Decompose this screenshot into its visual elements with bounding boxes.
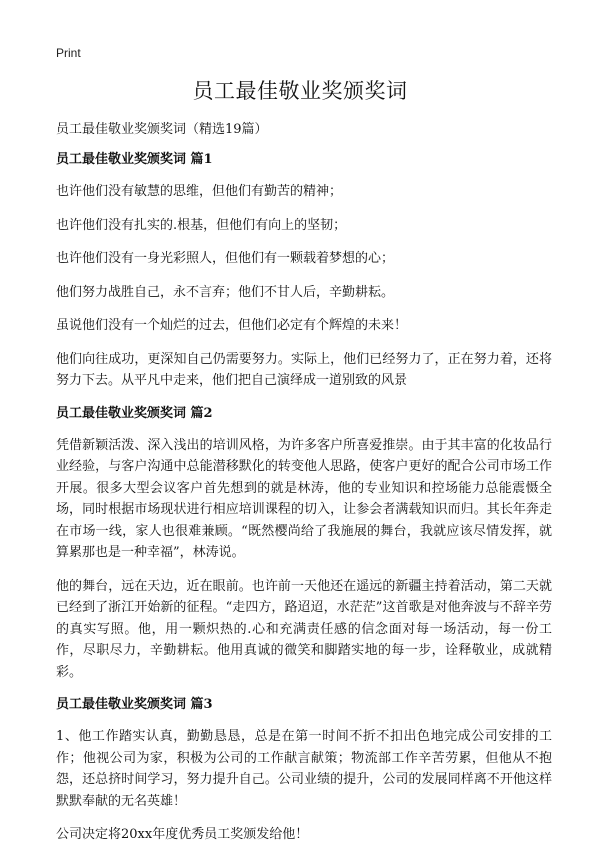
paragraph: 他们向往成功，更深知自己仍需要努力。实际上，他们已经努力了，正在努力着，还将努力下去。从平凡中走来，他们把自己演绎成一道别致的风景 bbox=[56, 351, 552, 388]
print-link[interactable]: Print bbox=[56, 46, 81, 60]
document-subtitle: 员工最佳敬业奖颁奖词（精选19篇） bbox=[56, 122, 268, 137]
section-2 bbox=[56, 404, 552, 684]
section-heading: 员工最佳敬业奖颁奖词 篇2 bbox=[56, 405, 213, 421]
section-1 bbox=[56, 150, 552, 392]
section-3 bbox=[56, 695, 552, 846]
paragraph: 虽说他们没有一个灿烂的过去，但他们必定有个辉煌的未来！ bbox=[56, 318, 408, 333]
document-body bbox=[56, 150, 552, 858]
paragraph: 他的舞台，远在天边，近在眼前。也许前一天他还在遥远的新疆主持着活动，第二天就已经到了浙江开始新的征程。“走四方，路迢迢，水茫茫”这首歌是对他奔波与不辞辛劳的真实写照。他，用一颗炽热的.心和充满责任感的信念面对每一场活动，每一份工作，尽职尽力，辛勤耕耘。他用真诚的微笑和脚踏实地的每一步，诠释敬业，成就精彩。 bbox=[56, 578, 552, 680]
paragraph: 也许他们没有一身光彩照人，但他们有一颗载着梦想的心； bbox=[56, 251, 395, 266]
paragraph: 1、他工作踏实认真，勤勤恳恳，总是在第一时间不折不扣出色地完成公司安排的工作；他视公司为家，积极为公司的工作献言献策；物流部工作辛苦劳累，但他从不抱怨，还总挤时间学习，努力提升自己。公司业绩的提升，公司的发展同样离不开他这样默默奉献的无名英雄！ bbox=[56, 729, 552, 809]
section-heading: 员工最佳敬业奖颁奖词 篇3 bbox=[56, 697, 213, 712]
paragraph: 凭借新颖活泼、深入浅出的培训风格，为许多客户所喜爱推崇。由于其丰富的化妆品行业经验，与客户沟通中总能潜移默化的转变他人思路，使客户更好的配合公司市场工作开展。很多大型会议客户首先想到的就是林涛，他的专业知识和控场能力总能震慑全场，同时根据市场现状进行相应培训课程的切入，让参会者满载知识而归。其长年奔走在市场一线，家人也很难兼顾。“既然樱尚给了我施展的舞台，我就应该尽情发挥，就算累那也是一种幸福”，林涛说。 bbox=[56, 437, 552, 560]
page-title: 员工最佳敬业奖颁奖词 bbox=[192, 79, 408, 103]
paragraph: 也许他们没有敏慧的思维，但他们有勤苦的精神； bbox=[56, 184, 343, 199]
paragraph: 也许他们没有扎实的.根基，但他们有向上的坚韧； bbox=[56, 217, 347, 233]
paragraph: 公司决定将20xx年度优秀员工奖颁发给他！ bbox=[56, 827, 309, 842]
paragraph: 他们努力战胜自己，永不言弃；他们不甘人后，辛勤耕耘。 bbox=[56, 284, 395, 300]
section-heading: 员工最佳敬业奖颁奖词 篇1 bbox=[56, 152, 213, 167]
